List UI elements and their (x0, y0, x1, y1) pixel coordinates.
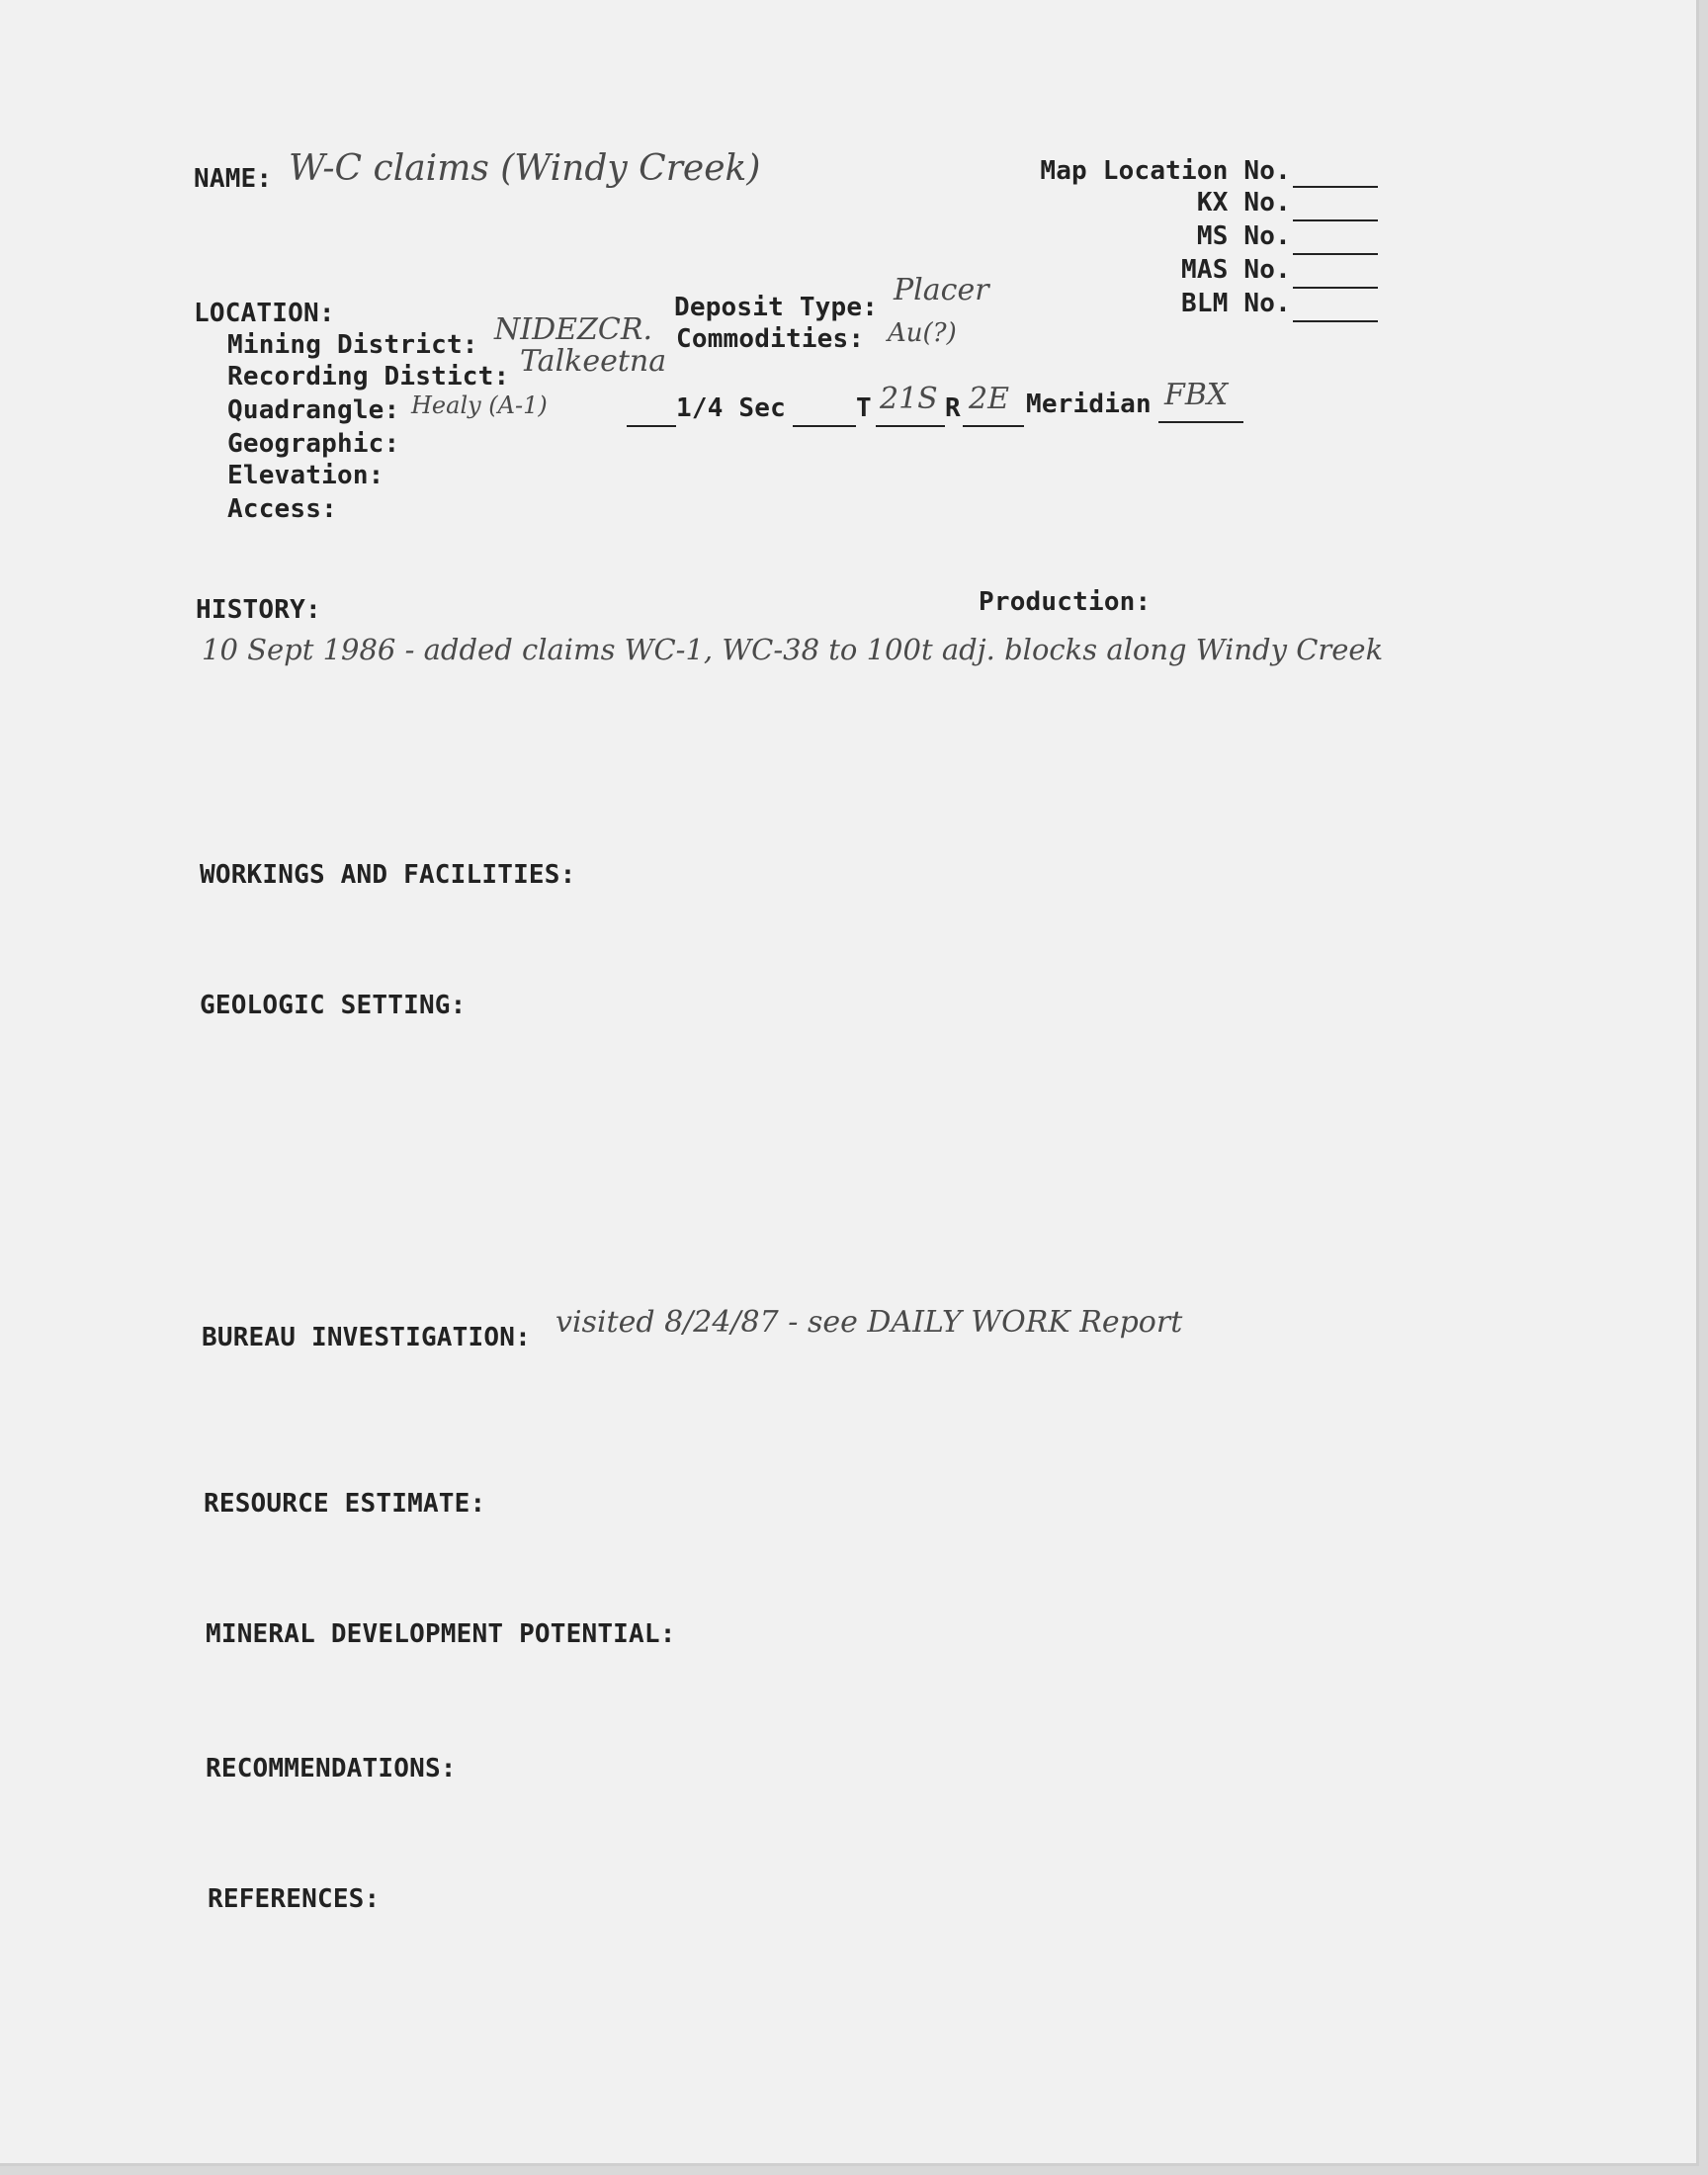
history-label: HISTORY: (196, 595, 321, 625)
mining-district-value: NIDEZCR. (494, 312, 652, 347)
mas-blank (1293, 287, 1378, 289)
meridian-label: Meridian (1026, 390, 1152, 419)
ms-blank (1293, 253, 1378, 255)
bureau-label: BUREAU INVESTIGATION: (202, 1323, 531, 1352)
quarter-sec-label: 1/4 Sec (676, 393, 786, 423)
kx-blank (1293, 219, 1378, 221)
recording-district-label: Recording Distict: (227, 362, 510, 392)
t-blank (876, 425, 945, 427)
recommendations-label: RECOMMENDATIONS: (206, 1754, 457, 1784)
r-blank (963, 425, 1024, 427)
geographic-label: Geographic: (227, 429, 400, 459)
mineral-label: MINERAL DEVELOPMENT POTENTIAL: (206, 1619, 676, 1649)
workings-label: WORKINGS AND FACILITIES: (200, 860, 576, 890)
meridian-value: FBX (1164, 378, 1229, 412)
quadrangle-label: Quadrangle: (227, 395, 400, 425)
map-location-blank (1293, 186, 1378, 188)
ms-label: MS No. (1196, 221, 1291, 251)
r-label: R (945, 393, 961, 423)
bureau-value: visited 8/24/87 - see DAILY WORK Report (555, 1305, 1183, 1340)
meridian-blank (1158, 421, 1243, 423)
recording-district-value: Talkeetna (520, 344, 667, 379)
history-value: 10 Sept 1986 - added claims WC-1, WC-38 to 100t adj. blocks along Windy Creek (202, 633, 1384, 666)
resource-label: RESOURCE ESTIMATE: (204, 1489, 486, 1519)
r-value: 2E (969, 382, 1009, 416)
deposit-type-value: Placer (894, 273, 989, 307)
geologic-label: GEOLOGIC SETTING: (200, 991, 467, 1020)
t-value: 21S (880, 382, 938, 416)
kx-label: KX No. (1196, 188, 1291, 218)
production-label: Production: (979, 587, 1152, 617)
quarter-blank (627, 425, 676, 427)
deposit-type-label: Deposit Type: (674, 293, 879, 322)
location-label: LOCATION: (194, 299, 335, 328)
map-location-label: Map Location No. (1040, 156, 1291, 186)
sec-blank (793, 425, 856, 427)
references-label: REFERENCES: (208, 1884, 381, 1914)
quadrangle-value: Healy (A-1) (411, 392, 548, 419)
blm-label: BLM No. (1181, 289, 1291, 318)
t-label: T (856, 393, 872, 423)
name-value: W-C claims (Windy Creek) (289, 148, 761, 189)
commodities-label: Commodities: (676, 324, 865, 354)
access-label: Access: (227, 494, 337, 524)
mas-label: MAS No. (1181, 255, 1291, 285)
name-label: NAME: (194, 164, 273, 194)
commodities-value: Au(?) (888, 318, 957, 348)
elevation-label: Elevation: (227, 461, 384, 490)
blm-blank (1293, 320, 1378, 322)
mining-district-label: Mining District: (227, 330, 478, 360)
